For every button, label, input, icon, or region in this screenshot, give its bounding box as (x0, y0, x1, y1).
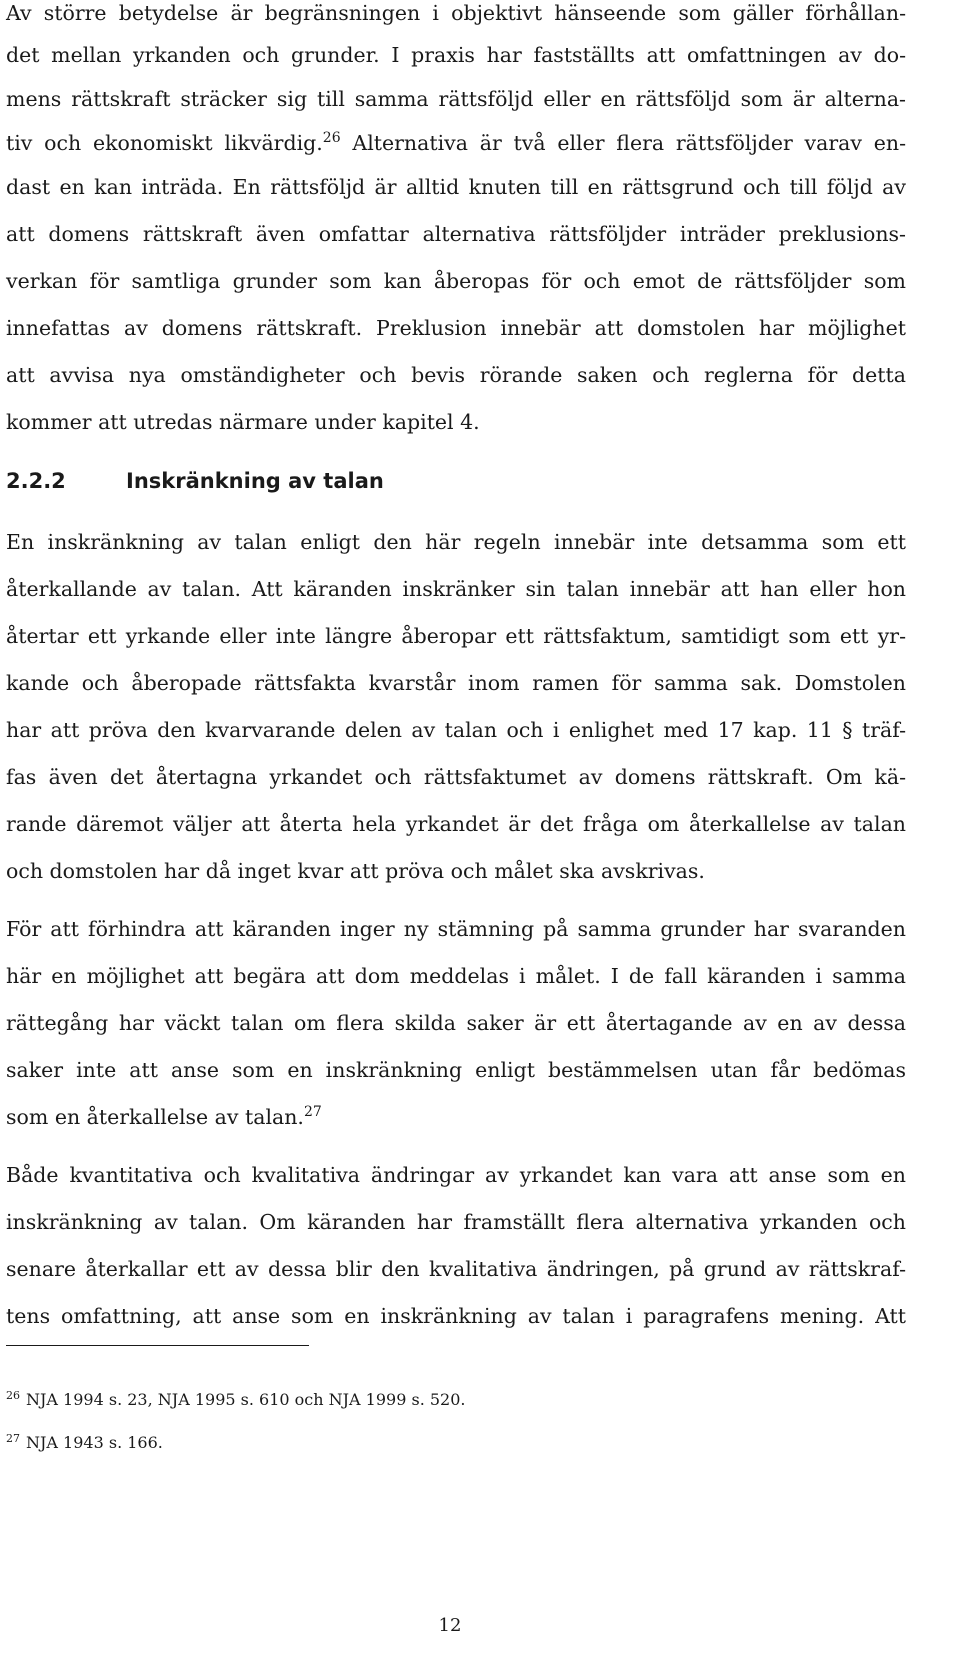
footnote-ref-27: 27 (303, 1104, 322, 1120)
text-line: återkallande av talan. Att käranden inskränker sin talan innebär att han eller hon (6, 577, 906, 601)
text-line: inskränkning av talan. Om käranden har framställt flera alternativa yrkanden och (6, 1210, 906, 1234)
footnote-ref-26: 26 (322, 130, 341, 146)
footnote-number: 27 (6, 1432, 20, 1445)
footnote-text: NJA 1994 s. 23, NJA 1995 s. 610 och NJA 1999 s. 520. (26, 1390, 466, 1409)
text-line: rättegång har väckt talan om flera skilda saker är ett återtagande av en av dessa (6, 1011, 906, 1035)
text-line: Både kvantitativa och kvalitativa ändringar av yrkandet kan vara att anse som en (6, 1163, 906, 1187)
footnote-27 (6, 1432, 163, 1454)
text-line: återtar ett yrkande eller inte längre åberopar ett rättsfaktum, samtidigt som ett yr- (6, 624, 906, 648)
text-line: det mellan yrkanden och grunder. I praxis har fastställts att omfattningen av do- (6, 43, 906, 67)
text-segment: som en återkallelse av talan. (6, 1105, 304, 1129)
text-line: verkan för samtliga grunder som kan åberopas för och emot de rättsföljder som (6, 269, 906, 293)
footnote-26 (6, 1389, 466, 1411)
footnote-divider (6, 1345, 309, 1346)
text-segment: tiv och ekonomiskt likvärdig. (6, 131, 323, 155)
text-line (6, 1103, 906, 1131)
footnote-text: NJA 1943 s. 166. (26, 1433, 163, 1452)
text-line: fas även det återtagna yrkandet och rättsfaktumet av domens rättskraft. Om kä- (6, 765, 906, 789)
text-line: att avvisa nya omständigheter och bevis rörande saken och reglerna för detta (6, 363, 906, 387)
text-line: En inskränkning av talan enligt den här regeln innebär inte detsamma som ett (6, 530, 906, 554)
text-line: rande däremot väljer att återta hela yrkandet är det fråga om återkallelse av talan (6, 812, 906, 836)
footnote-number: 26 (6, 1389, 20, 1402)
text-line: dast en kan inträda. En rättsföljd är alltid knuten till en rättsgrund och till följd av (6, 175, 906, 199)
text-line: kommer att utredas närmare under kapitel 4. (6, 410, 480, 434)
text-line: här en möjlighet att begära att dom meddelas i målet. I de fall käranden i samma (6, 964, 906, 988)
text-line (6, 129, 906, 157)
text-segment: Alternativa är två eller flera rättsföljder varav en- (340, 131, 906, 155)
text-line: För att förhindra att käranden inger ny stämning på samma grunder har svaranden (6, 917, 906, 941)
page-number: 12 (438, 1615, 462, 1636)
text-line: senare återkallar ett av dessa blir den kvalitativa ändringen, på grund av rättskraf- (6, 1257, 906, 1281)
text-line: Av större betydelse är begränsningen i objektivt hänseende som gäller förhållan- (6, 1, 906, 25)
text-line: att domens rättskraft även omfattar alternativa rättsföljder inträder preklusions- (6, 222, 906, 246)
section-number: 2.2.2 (6, 469, 66, 493)
text-line: kande och åberopade rättsfakta kvarstår inom ramen för samma sak. Domstolen (6, 671, 906, 695)
text-line: innefattas av domens rättskraft. Preklusion innebär att domstolen har möjlighet (6, 316, 906, 340)
text-line: saker inte att anse som en inskränkning enligt bestämmelsen utan får bedömas (6, 1058, 906, 1082)
text-line: tens omfattning, att anse som en inskränkning av talan i paragrafens mening. Att (6, 1304, 906, 1328)
text-line: har att pröva den kvarvarande delen av talan och i enlighet med 17 kap. 11 § träf- (6, 718, 906, 742)
text-line: mens rättskraft sträcker sig till samma rättsföljd eller en rättsföljd som är alterna- (6, 87, 906, 111)
text-line: och domstolen har då inget kvar att pröva och målet ska avskrivas. (6, 859, 705, 883)
section-title: Inskränkning av talan (126, 469, 384, 493)
